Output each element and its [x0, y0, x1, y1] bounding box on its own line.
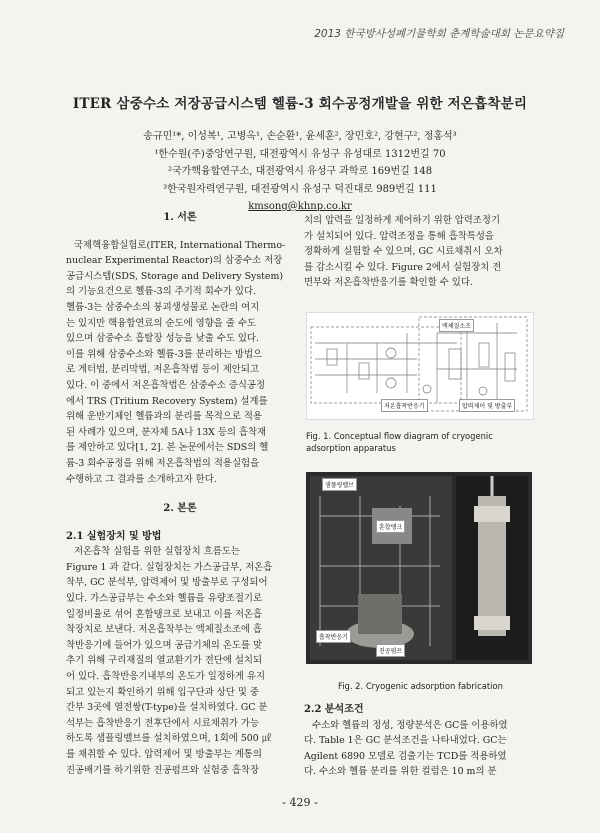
apparatus-paragraph [66, 544, 294, 778]
text-line: Figure 1 과 같다. 실험장치는 가스공급부, 저온흡 [66, 561, 273, 573]
text-line: 저온흡착 실험을 위한 실험장치 흐름도는 [74, 546, 240, 558]
email-link[interactable]: kmsong@khnp.co.kr [248, 201, 352, 212]
text-line: 다. Table 1은 GC 분석조건을 나타내었다. GC는 [304, 735, 507, 747]
text-line: 다. 수소와 헬륨 분리를 위한 컬럼은 10 m의 분 [304, 766, 497, 778]
text-line: 륨-3 회수공정을 위해 저온흡착법의 적용실험을 [66, 457, 260, 469]
text-line: 에서 TRS (Tritium Recovery System) 설계를 [66, 395, 268, 407]
text-line: 추기 위해 구리재질의 열교환기가 전단에 설치되 [66, 655, 263, 667]
text-line: 착장치로 보낸다. 저온흡착부는 액체질소조에 흡 [66, 624, 263, 636]
text-line: 는 있지만 핵융합연료의 순도에 영향을 줄 수도 [66, 317, 256, 329]
text-line: 된 사례가 있으며, 분자체 5A나 13X 등의 흡착재 [66, 426, 267, 438]
affiliation-3: ³한국원자력연구원, 대전광역시 유성구 덕진대로 989번길 111 [163, 183, 437, 195]
text-line: 위해 운반기체인 헬륨과의 분리를 목적으로 적용 [66, 411, 263, 423]
text-line: 착부, GC 분석부, 압력제어 및 방출부로 구성되어 [66, 577, 268, 589]
figure-2-caption: Fig. 2. Cryogenic adsorption fabrication [338, 681, 503, 691]
section-heading-intro: 1. 서론 [163, 212, 197, 223]
text-line: 국제핵융합실험로(ITER, International Thermo- [74, 239, 286, 251]
text-line: 있다. 가스공급부는 수소와 헬륨을 유량조절기로 [66, 593, 263, 605]
text-line: 간부 3곳에 열전쌍(T-type)을 설치하였다. GC 분 [66, 702, 268, 714]
page-number: - 429 - [282, 796, 318, 809]
text-line: 면부와 저온흡착반응기를 확인할 수 있다. [304, 277, 473, 289]
figure-1-diagram [306, 312, 534, 420]
affiliation-1: ¹한수원(주)중앙연구원, 대전광역시 유성구 유성대로 1312번길 70 [154, 148, 446, 160]
fig2-label-vacuum-pump: 진공펌프 [376, 644, 405, 657]
fig1-label-reactor: 저온흡착반응기 [381, 399, 428, 412]
intro-paragraph [66, 238, 294, 488]
text-line: 어 있다. 흡착반응기내부의 온도가 일정하게 유지 [66, 671, 266, 683]
text-line: 를 채취할 수 있다. 압력제어 및 방출부는 계통의 [66, 749, 262, 760]
text-line: 일정비율로 섞어 혼합탱크로 보내고 이를 저온흡 [66, 608, 263, 620]
fig2-label-reactor: 흡착반응기 [316, 630, 351, 643]
figure-1-caption: Fig. 1. Conceptual flow diagram of cryogenic adsorption apparatus [306, 431, 493, 453]
text-line: 있다. 이 중에서 저온흡착법은 삼중수소 증식공정 [66, 379, 266, 391]
text-line: 치의 압력을 일정하게 제어하기 위한 압력조정기 [304, 215, 501, 226]
section-heading-body: 2. 본론 [163, 503, 197, 515]
text-line: 를 제안하고 있다[1, 2]. 본 논문에서는 SDS의 헬 [66, 442, 269, 454]
text-line: Agilent 6890 모델로 검출기는 TCD를 적용하였 [304, 750, 507, 762]
text-line: nuclear Experimental Reactor)의 삼중수소 저장 [66, 255, 283, 267]
author-block [0, 128, 600, 216]
text-line: 를 감소시킬 수 있다. Figure 2에서 실험장치 전 [304, 261, 502, 273]
affiliation-2: ²국가핵융합연구소, 대전광역시 유성구 과학로 169번길 148 [167, 166, 433, 177]
text-line: 진공배기를 하기위한 진공펌프와 실험중 흡착장 [66, 764, 260, 776]
subsection-heading-analysis: 2.2 분석조건 [304, 704, 364, 715]
text-line: 있으며 삼중수소 흡탈장 성능을 낮출 수도 있다. [66, 333, 259, 345]
text-line: 헬륨-3는 삼중수소의 붕괴생성물로 논란의 여지 [66, 301, 260, 313]
fig1-label-ln2-bath: 액체질소조 [439, 319, 474, 332]
text-line: 하도록 샘플링밸브를 설치하였으며, 1회에 500 ㎕ [66, 733, 272, 745]
paper-title: ITER 삼중수소 저장공급시스템 헬륨-3 회수공정개발을 위한 저온흡착분리 [72, 96, 528, 112]
text-line: 로 게터법, 분리막법, 저온흡착법 등이 제안되고 [66, 364, 259, 376]
author-list: 송규민¹*, 이성복¹, 고병옥¹, 손순환¹, 윤세훈², 장민호², 강현구², 정홍석³ [143, 131, 457, 142]
header-note: 2013 한국방사성폐기물학회 춘계학술대회 논문요약집 [314, 28, 564, 40]
reactor-closeup-photo [456, 476, 528, 660]
figure-2-photo [306, 472, 532, 664]
text-line: 공급시스템(SDS, Storage and Delivery System) [66, 270, 284, 282]
subsection-heading-apparatus: 2.1 실험장치 및 방법 [66, 530, 162, 542]
text-line: 착반응기에 들어가 있으며 공급기체의 온도를 맞 [66, 639, 263, 651]
reactor-closeup-graphic [456, 476, 528, 660]
text-line: 수소와 헬륨의 정성, 정량분석은 GC를 이용하였 [312, 719, 508, 731]
fig2-label-sampling-valve: 샘플링밸브 [322, 478, 357, 491]
text-line: 수행하고 그 결과를 소개하고자 한다. [66, 473, 217, 485]
fig2-label-mixing-tank: 혼합탱크 [376, 520, 405, 533]
right-column-bottom [304, 702, 536, 780]
text-line: 가 설치되어 있다. 압력조정을 통해 흡착특성을 [304, 230, 494, 242]
text-line: 이를 위해 삼중수소와 헬륨-3를 분리하는 방법으 [66, 348, 263, 360]
text-line: 의 기능요건으로 헬륨-3의 주기적 회수가 있다. [66, 286, 257, 298]
left-column [66, 210, 294, 778]
text-line: 되고 있는지 확인하기 위해 입구단과 상단 및 중 [66, 686, 259, 698]
text-line: 정확하게 실험할 수 있으며, GC 시료채취시 오차 [304, 246, 503, 258]
fig1-label-pressure: 압력제어 및 방출부 [459, 399, 515, 412]
analysis-paragraph [304, 718, 536, 780]
continued-paragraph [304, 213, 536, 291]
text-line: 석부는 흡착반응기 전후단에서 시료채취가 가능 [66, 717, 260, 729]
right-column-top [304, 213, 536, 291]
